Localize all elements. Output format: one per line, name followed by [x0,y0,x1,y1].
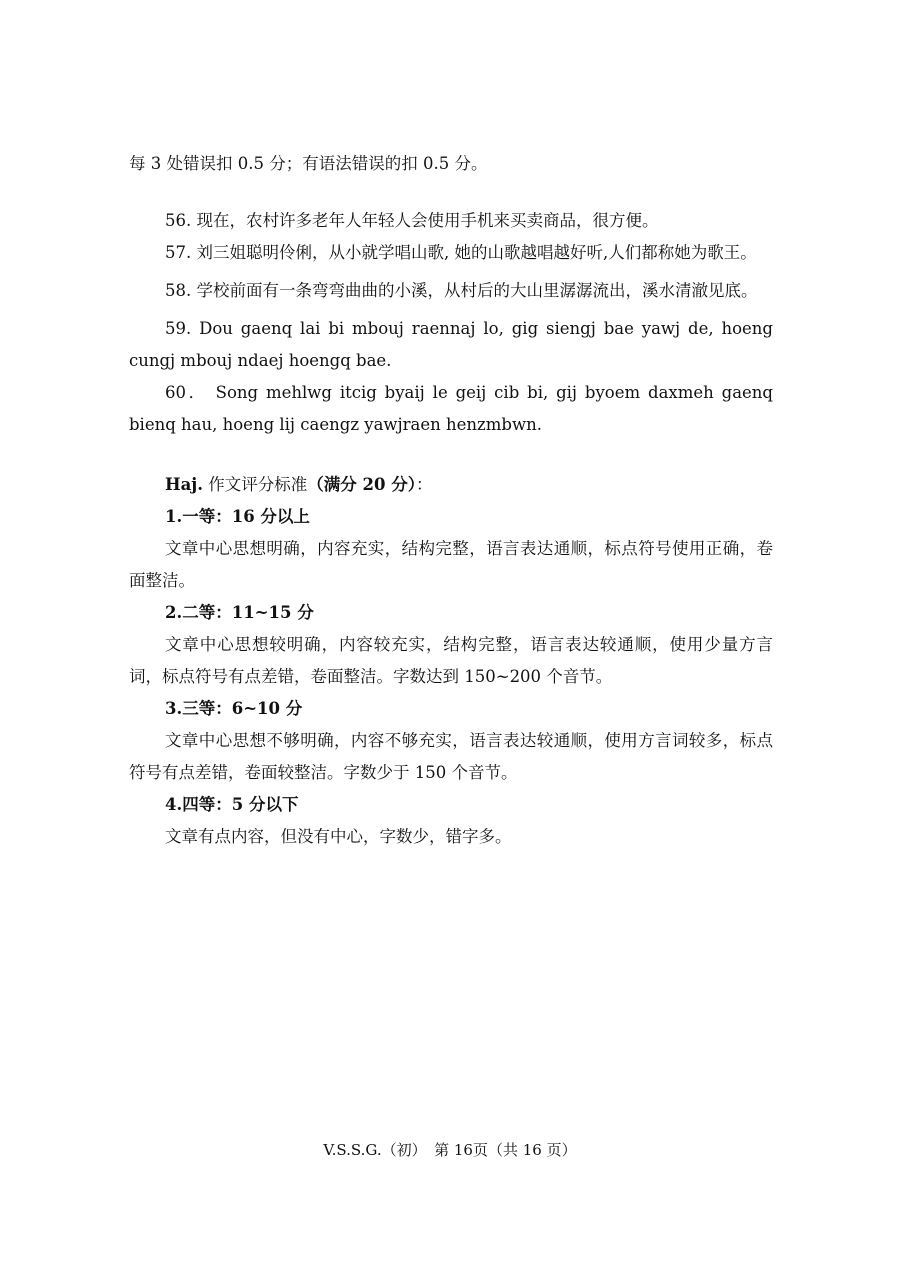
level-4-desc: 文章有点内容，但没有中心，字数少，错字多。 [165,827,512,846]
answer-text: 现在，农村许多老年人年轻人会使用手机来买卖商品，很方便。 [196,211,659,230]
level-1-title: 1.一等：16 分以上 [165,507,310,526]
level-2-desc: 文章中心思想较明确，内容较充实，结构完整，语言表达较通顺，使用少量方言词，标点符号有点差错，卷面整洁。字数达到 150~200 个音节。 [129,635,773,686]
level-2-title: 2.二等：11~15 分 [165,603,314,622]
answer-number: 60． [165,383,208,402]
essay-heading-score: （满分 20 分） [307,475,416,494]
level-3-desc: 文章中心思想不够明确，内容不够充实，语言表达较通顺，使用方言词较多，标点符号有点差错，卷面较整洁。字数少于 150 个音节。 [129,731,773,782]
essay-heading-title: 作文评分标准 [208,475,308,494]
page-footer: V.S.S.G.（初） 第 16页（共 16 页） [323,1141,577,1159]
answer-number: 58. [165,281,192,300]
answer-60 [129,377,773,441]
essay-heading-colon: ： [415,475,433,494]
answer-56 [129,205,773,237]
level-3-title: 3.三等：6~10 分 [165,699,303,718]
intro-text: 每 3 处错误扣 0.5 分；有语法错误的扣 0.5 分。 [129,154,488,173]
answer-text: Song mehlwg itcig byaij le geij cib bi, gij byoem daxmeh gaenq bienq hau, hoeng lij caengz yawjraen henzmbwn. [129,383,773,434]
answer-text: 刘三姐聪明伶俐，从小就学唱山歌, 她的山歌越唱越好听,人们都称她为歌王。 [196,243,757,262]
answer-57 [129,237,773,269]
answer-58 [129,275,773,307]
answer-text: Dou gaenq lai bi mbouj raennaj lo, gig siengj bae yawj de, hoeng cungj mbouj ndaej hoengq bae. [129,319,773,370]
answer-number: 59. [165,319,192,338]
answer-number: 56. [165,211,192,230]
answer-59 [129,313,773,377]
level-4-title: 4.四等：5 分以下 [165,795,299,814]
answer-number: 57. [165,243,192,262]
level-1-desc: 文章中心思想明确，内容充实，结构完整，语言表达通顺，标点符号使用正确，卷面整洁。 [129,539,773,590]
page-content [129,148,773,853]
essay-heading [129,469,773,501]
answer-text: 学校前面有一条弯弯曲曲的小溪，从村后的大山里潺潺流出，溪水清澈见底。 [196,281,758,300]
essay-heading-label: Haj. [165,475,203,494]
